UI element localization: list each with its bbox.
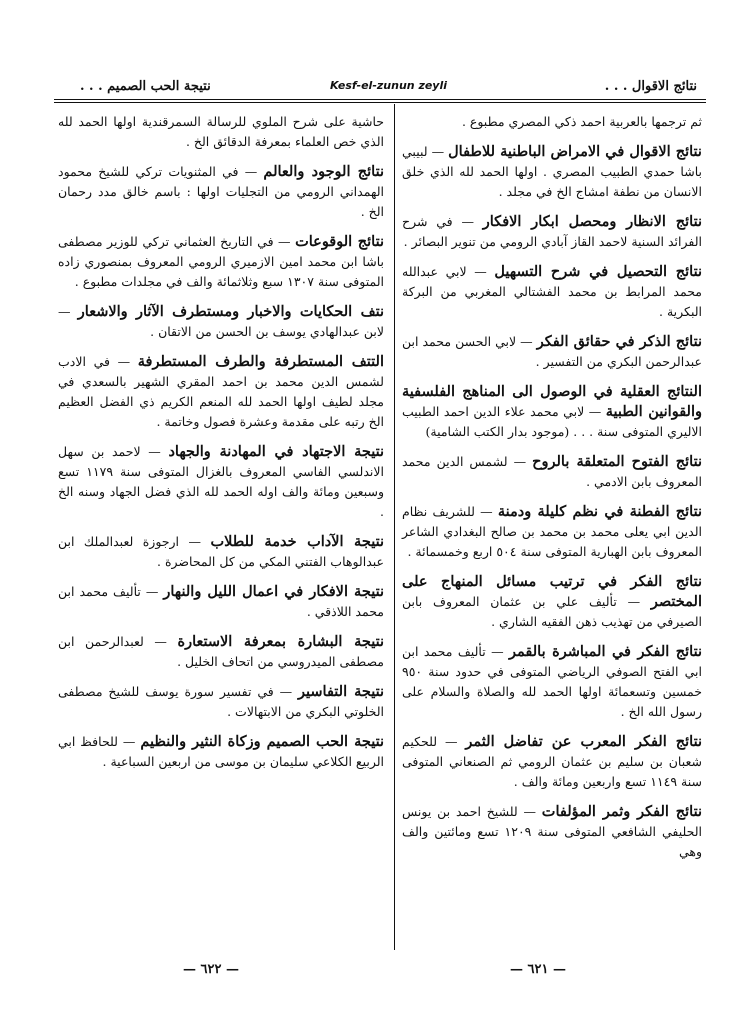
entry-body: — للشيخ احمد بن يونس الحليفي الشافعي المتوفى سنة ١٢٠٩ تسع ومائتين والف وهي (402, 804, 703, 859)
entry (402, 112, 702, 132)
entry-title: نتائج الوقوعات (295, 233, 384, 250)
entry (402, 212, 702, 252)
entry-body: — لشمس الدين محمد المعروف بابن الادمي . (402, 454, 702, 489)
entry (58, 302, 384, 342)
entry-body: — تأليف علي بن عثمان المعروف بابن الصيرفي من تهذيب ذهن الفقيه الشاري . (402, 594, 702, 629)
entry (402, 452, 702, 492)
entry-title: التتف المستطرفة والطرف المستطرفة (137, 353, 384, 370)
column-divider (394, 104, 395, 950)
entry (58, 682, 384, 722)
entry-title: نتائج الوجود والعالم (263, 163, 384, 180)
entry-title: نتيجة الافكار في اعمال الليل والنهار (163, 583, 384, 600)
entry-body: — تأليف محمد ابن ابي الفتح الصوفي الرياضي المتوفى في حدود سنة ٩٥٠ خمسين وتسعمائة اولها الحمد لله والصلاة والسلام على رسول الله الخ . (402, 644, 702, 719)
entry-body: — للحافظ ابي الربيع الكلاعي سليمان بن موسى من اربعين السباعية . (58, 734, 384, 769)
entry (402, 642, 702, 722)
entry (402, 382, 702, 442)
entry-body: — لبيبي باشا حمدي الطبيب المصري . اولها الحمد لله الذي خلق الانسان من نطفة امشاج الخ في مجلد . (402, 144, 702, 199)
left-column (58, 112, 384, 782)
entry-body: — لابي محمد علاء الدين احمد الطبيب الاليري المتوفى سنة . . . (موجود بدار الكتب الشامية) (402, 404, 702, 439)
entry-title: نتائج الفكر وثمر المؤلفات (541, 803, 702, 820)
entry (402, 502, 702, 562)
entry-title: نتيجة الحب الصميم وزكاة النثير والنظيم (140, 733, 385, 750)
entry (402, 732, 702, 792)
entry-title: نتائج الفكر في المباشرة بالقمر (509, 643, 702, 660)
entry-title: نتائج الفطنة في نظم كليلة ودمنة (497, 503, 702, 520)
entry (58, 442, 384, 522)
entry-body: — لابي عبدالله محمد المرابط بن محمد الفشتالي المغربي من البركة البكرية . (402, 264, 702, 319)
entry-body: — ارجوزة لعبدالملك ابن عبدالوهاب الفتني المكي من كل المحاضرة . (58, 534, 384, 569)
entry-title: نتيجة الآداب خدمة للطلاب (210, 533, 384, 550)
entry-title: نتائج الذكر في حقائق الفكر (536, 333, 702, 350)
entry-title: نتف الحكايات والاخبار ومستطرف الآثار والاشعار (77, 303, 384, 320)
entry-body: — لاحمد بن سهل الاندلسي الفاسي المعروف بالغزال المتوفى سنة ١١٧٩ تسع وسبعين ومائة والف اوله الحمد لله الذي فضل الجهاد وسنه الخ . (58, 444, 384, 519)
entry-title: نتائج الفكر المعرب عن تفاضل الثمر (465, 733, 702, 750)
entry-body: — لابي الحسن محمد ابن عبدالرحمن البكري من التفسير . (402, 334, 702, 369)
entry-body: ثم ترجمها بالعربية احمد ذكي المصري مطبوع . (461, 114, 702, 129)
entry-title: نتيجة البشارة بمعرفة الاستعارة (177, 633, 385, 650)
header-rule (54, 99, 706, 100)
entry (58, 632, 384, 672)
entry (58, 232, 384, 292)
entry (58, 112, 384, 152)
entry-body: — في المثنويات تركي للشيخ محمود الهمداني الرومي من التجليات اولها : باسم خالق مدد رحمان الخ . (58, 164, 384, 219)
entry-title: نتيجة الاجتهاد في المهادنة والجهاد (168, 443, 385, 460)
entry-title: النتائج العقلية في الوصول الى المناهج الفلسفية والقوانين الطبية (402, 383, 702, 420)
running-header-right: نتائج الاقوال . . . (604, 79, 697, 94)
entry (58, 532, 384, 572)
page-number-left: — ٦٢٢ — (183, 962, 240, 977)
right-column (402, 112, 702, 872)
entry-body: — لعبدالرحمن ابن مصطفى الميدروسي من اتحاف الخليل . (58, 634, 384, 669)
entry (402, 262, 702, 322)
entry-body: — للحكيم شعبان بن سليم بن عثمان الرومي ثم الصنعاني المتوفى سنة ١١٤٩ تسع واربعين ومائة والف . (402, 734, 702, 789)
entry (58, 732, 384, 772)
running-header-left: نتيجة الحب الصميم . . . (80, 79, 211, 94)
entry (402, 572, 702, 632)
running-header-center: Kesf-el-zunun zeyli (330, 79, 448, 92)
entry-body: — في التاريخ العثماني تركي للوزير مصطفى باشا ابن محمد امين الازميري الرومي المعروف بمنصوري زاده المتوفى سنة ١٣٠٧ سبع وثلاثمائة والف في مجلدات مطبوع . (58, 234, 384, 289)
entry-body: — للشريف نظام الدين ابي يعلى محمد بن محمد بن صالح البغدادي الشاعر المعروف بابن الهبارية المتوفى سنة ٥٠٤ اربع وخمسمائة . (402, 504, 702, 559)
entry-body: — تأليف محمد ابن محمد اللاذقي . (58, 584, 384, 619)
entry-title: نتائج التحصيل في شرح التسهيل (494, 263, 702, 280)
entry-title: نتائج الفكر في ترتيب مسائل المنهاج على المختصر (402, 573, 702, 610)
entry-body: حاشية على شرح الملوي للرسالة السمرقندية اولها الحمد لله الذي خص العلماء بمعرفة الدقائق الخ . (58, 114, 384, 149)
entry (402, 802, 702, 862)
entry-body: — في الادب لشمس الدين محمد بن احمد المقري الشهير بالسعدي في مجلد لطيف اولها الحمد لله المنعم الكريم ذي الفضل العظيم الخ رتبه على مقدمة وعشرة فصول وخاتمة . (58, 354, 384, 429)
page-number-right: — ٦٢١ — (510, 962, 567, 977)
entry-body: — في تفسير سورة يوسف للشيخ مصطفى الخلوتي البكري من الابتهالات . (58, 684, 384, 719)
entry-title: نتيجة التفاسير (298, 683, 384, 700)
entry-body: — لابن عبدالهادي يوسف بن الحسن من الاتقان . (58, 304, 384, 339)
entry (58, 352, 384, 432)
entry-title: نتائج الفتوح المتعلقة بالروح (532, 453, 702, 470)
entry (58, 162, 384, 222)
entry-title: نتائج الاقوال في الامراض الباطنية للاطفال (448, 143, 702, 160)
entry-title: نتائج الانظار ومحصل ابكار الافكار (482, 213, 702, 230)
header-rule-double (54, 102, 706, 103)
entry (402, 332, 702, 372)
entry-body: — في شرح الفرائد السنية لاحمد القاز آبادي الرومي من تنوير البصائر . (402, 214, 702, 249)
entry (402, 142, 702, 202)
entry (58, 582, 384, 622)
